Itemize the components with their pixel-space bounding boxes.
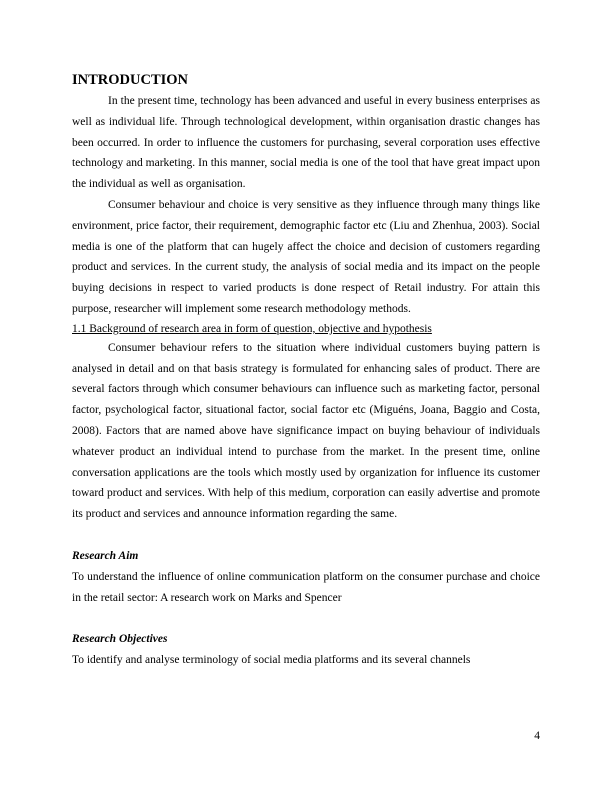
research-aim-text: To understand the influence of online communication platform on the consumer purchase and choice in the retail sector: A research work on Marks and Spencer	[72, 570, 540, 604]
research-objectives-label: Research Objectives	[72, 633, 168, 646]
page-content	[72, 71, 540, 671]
research-objectives-text: To identify and analyse terminology of social media platforms and its several channels	[72, 654, 471, 667]
spacer	[72, 525, 540, 546]
introduction-heading: INTRODUCTION	[72, 72, 189, 88]
page-number: 4	[534, 730, 540, 742]
intro-paragraph-1: In the present time, technology has been advanced and useful in every business enterprises as well as individual life. Through technological development, within organisation drastic changes has been occurred. In order to influence the customers for purchasing, several corporation uses effective technology and marketing. In this manner, social media is one of the tool that have great impact upon the individual as well as organisation.	[72, 95, 540, 191]
background-paragraph: Consumer behaviour refers to the situation where individual customers buying pattern is analysed in detail and on that basis strategy is formulated for enhancing sales of product. There are several factors through which consumer behaviours can influence such as marketing factor, personal factor, psychological factor, situational factor, social factor etc (Miguéns, Joana, Baggio and Costa, 2008). Factors that are named above have significance impact on buying behaviour of individuals whatever product an individual intend to purchase from the market. In the present time, online conversation applications are the tools which mostly used by organization for influence its customer toward product and services. With help of this medium, corporation can easily advertise and promote its product and services and announce information regarding the same.	[72, 341, 540, 521]
research-aim-label: Research Aim	[72, 549, 139, 562]
section-1-1-title: 1.1 Background of research area in form of question, objective and hypothesis	[72, 322, 432, 335]
spacer	[72, 608, 540, 629]
intro-paragraph-2: Consumer behaviour and choice is very sensitive as they influence through many things like environment, price factor, their requirement, demographic factor etc (Liu and Zhenhua, 2003). Social media is one of the platform that can hugely affect the choice and decision of customers regarding product and services. In the current study, the analysis of social media and its impact on the people buying decisions in respect to varied products is done respect of Retail industry. For attain this purpose, researcher will implement some research methodology methods.	[72, 198, 540, 315]
